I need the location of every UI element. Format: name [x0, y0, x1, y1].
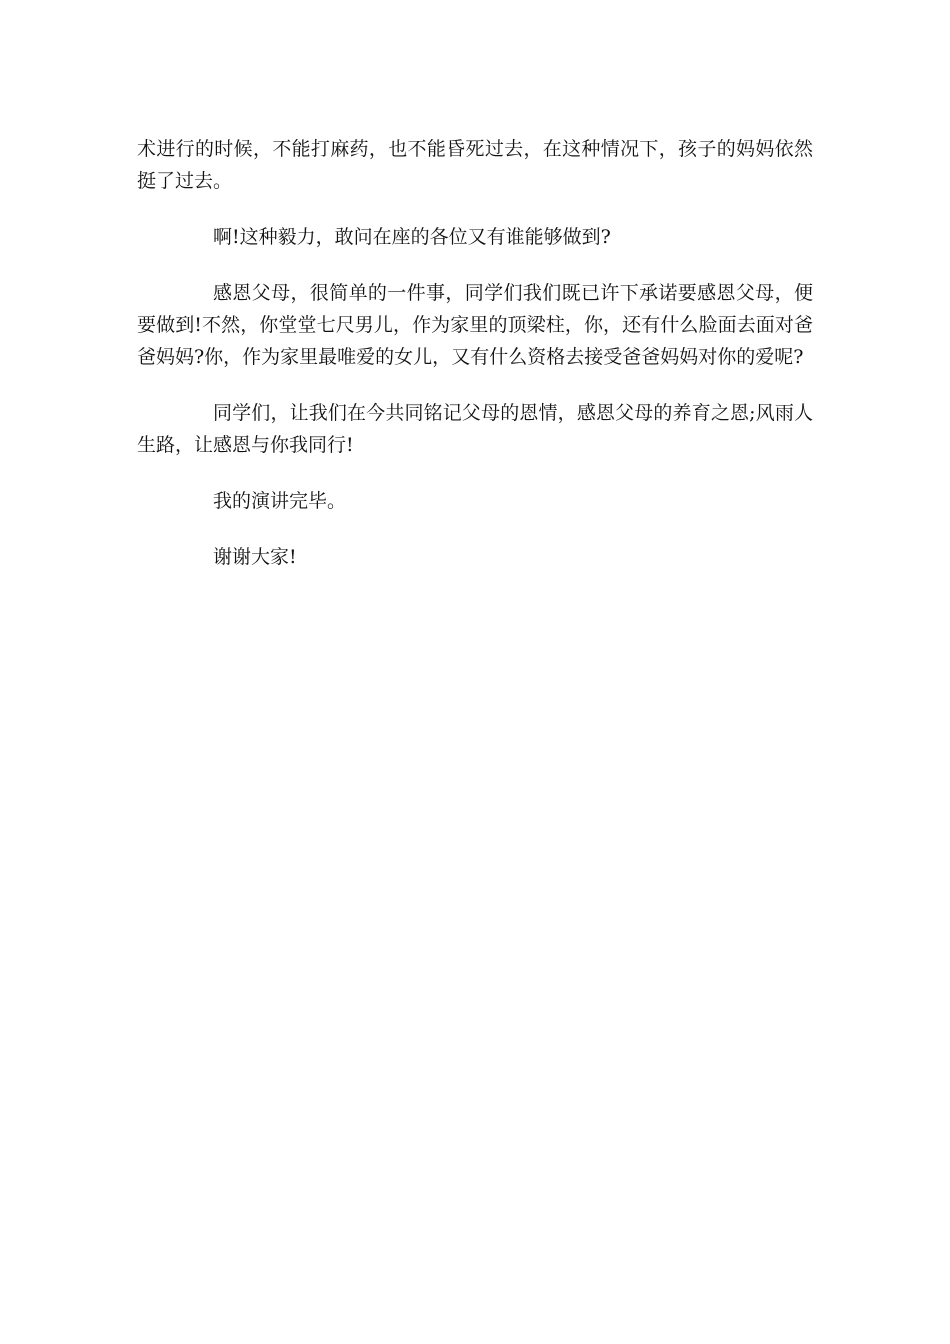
- paragraph-perseverance-question: 啊!这种毅力，敢问在座的各位又有谁能够做到?: [213, 226, 611, 248]
- document-body: [137, 133, 813, 597]
- paragraph-speech-end: 我的演讲完毕。: [213, 490, 347, 512]
- paragraph-gratitude-appeal: 感恩父母，很简单的一件事，同学们我们既已许下承诺要感恩父母，便要做到!不然，你堂堂七尺男儿，作为家里的顶梁柱，你，还有什么脸面去面对爸爸妈妈?你，作为家里最唯爱的女儿，又有什么资格去接受爸爸妈妈对你的爱呢?: [137, 282, 813, 368]
- paragraph-continuation: 术进行的时候，不能打麻药，也不能昏死过去，在这种情况下，孩子的妈妈依然挺了过去。: [137, 138, 813, 192]
- paragraph-closing-call: 同学们，让我们在今共同铭记父母的恩情，感恩父母的养育之恩;风雨人生路，让感恩与你我同行!: [137, 402, 813, 456]
- paragraph-thanks: 谢谢大家!: [213, 546, 297, 568]
